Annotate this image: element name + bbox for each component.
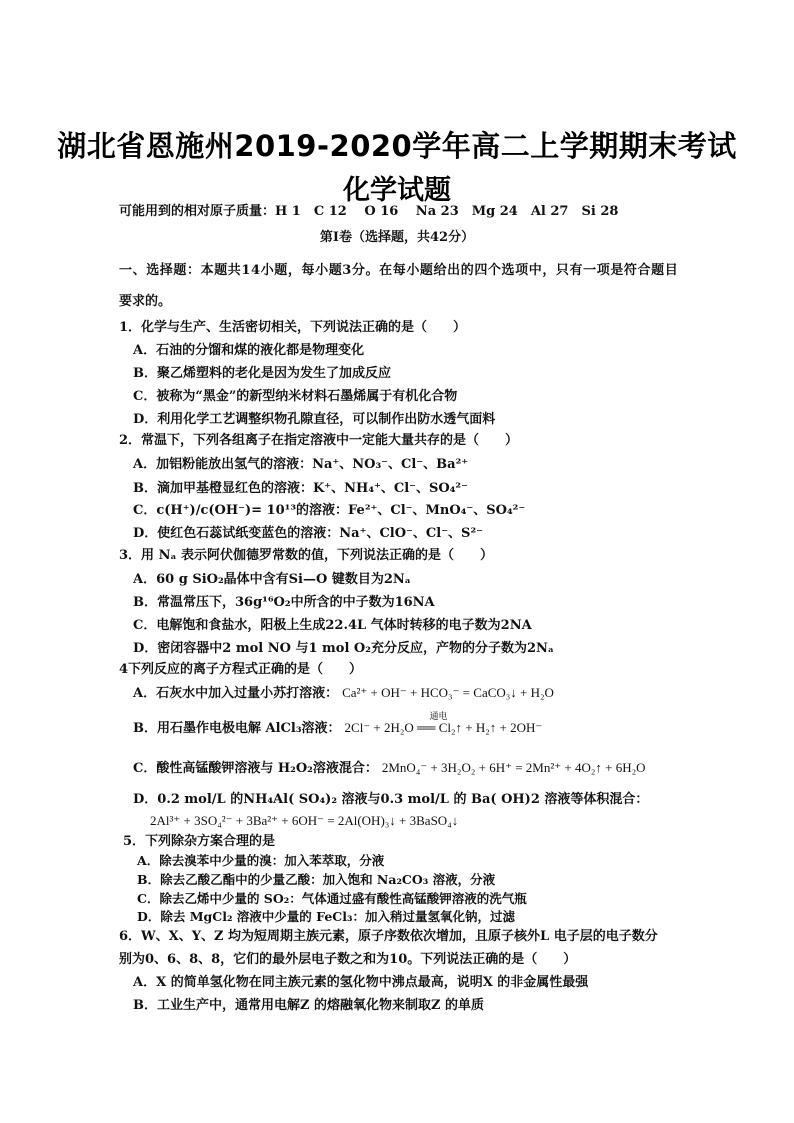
q3-option-d: D．密闭容器中2 mol NO 与1 mol O₂充分反应，产物的分子数为2Nₐ [133, 641, 554, 656]
q4-stem: 4下列反应的离子方程式正确的是（ ） [119, 662, 363, 677]
q3-option-c: C．电解饱和食盐水，阳极上生成22.4L 气体时转移的电子数为2NA [133, 618, 532, 633]
q2-option-d: D．使红色石蕊试纸变蓝色的溶液：Na⁺、ClO⁻、Cl⁻、S²⁻ [133, 526, 484, 541]
q6-stem-line-2: 别为0、6、8、8，它们的最外层电子数之和为10。下列说法正确的是（ ） [119, 952, 577, 967]
q5-option-b: B．除去乙酸乙酯中的少量乙酸：加入饱和 Na₂CO₃ 溶液，分液 [137, 872, 496, 887]
q4-option-a [133, 684, 554, 703]
q2-option-c: C．c(H⁺)/c(OH⁻)= 10¹³的溶液：Fe²⁺、Cl⁻、MnO₄⁻、SO₄²⁻ [133, 503, 526, 518]
q2-option-b: B．滴加甲基橙显红色的溶液：K⁺、NH₄⁺、Cl⁻、SO₄²⁻ [133, 481, 468, 496]
q4-option-d-equation-line [150, 812, 458, 831]
q4-option-b [133, 711, 543, 738]
q4-option-b-equation-text: 2Cl⁻ + 2H₂O ══ Cl₂↑ + H₂↑ + 2OH⁻ [344, 720, 543, 735]
q2-option-a: A．加铝粉能放出氢气的溶液：Na⁺、NO₃⁻、Cl⁻、Ba²⁺ [133, 457, 469, 472]
q4-option-a-equation: Ca²⁺ + OH⁻ + HCO₃⁻ = CaCO₃↓ + H₂O [342, 685, 554, 700]
q6-option-b: B．工业生产中，通常用电解Z 的熔融氧化物来制取Z 的单质 [133, 998, 485, 1013]
q4-option-d: D．0.2 mol/L 的NH₄Al( SO₄)₂ 溶液与0.3 mol/L 的 Ba( OH)2 溶液等体积混合： [133, 792, 649, 807]
q1-stem: 1．化学与生产、生活密切相关，下列说法正确的是（ ） [119, 320, 467, 335]
q5-option-c: C．除去乙烯中少量的 SO₂：气体通过盛有酸性高锰酸钾溶液的洗气瓶 [137, 891, 527, 906]
atomic-masses: 可能用到的相对原子质量：H 1 C 12 O 16 Na 23 Mg 24 Al 27 Si 28 [119, 204, 619, 219]
instructions-line-2: 要求的。 [119, 294, 172, 309]
q6-option-a: A．X 的简单氢化物在同主族元素的氢化物中沸点最高，说明X 的非金属性最强 [133, 975, 589, 990]
volume-heading: 第Ⅰ卷（选择题，共42分） [319, 230, 475, 245]
q4-option-b-equation [344, 711, 543, 737]
q6-stem-line-1: 6．W、X、Y、Z 均为短周期主族元素，原子序数依次增加，且原子核外L 电子层的电子数分 [119, 929, 658, 944]
q2-stem: 2．常温下，下列各组离子在指定溶液中一定能大量共存的是（ ） [119, 433, 519, 448]
q3-option-a: A．60 g SiO₂晶体中含有Si—O 键数目为2Nₐ [133, 572, 411, 587]
exam-subtitle: 化学试题 [343, 175, 451, 206]
q4-option-c-text: C．酸性高锰酸钾溶液与 H₂O₂溶液混合： [133, 761, 378, 776]
q5-option-a: A．除去溴苯中少量的溴：加入苯萃取，分液 [137, 853, 385, 868]
q4-option-b-condition: 通电 [429, 711, 448, 721]
exam-title: 湖北省恩施州2019-2020学年高二上学期期末考试 [57, 129, 737, 163]
q4-option-a-text: A．石灰水中加入过量小苏打溶液： [133, 686, 339, 701]
q3-stem: 3．用 Nₐ 表示阿伏伽德罗常数的值，下列说法正确的是（ ） [119, 548, 494, 563]
q5-stem: 5．下列除杂方案合理的是 [123, 834, 276, 849]
q1-option-c: C．被称为“黑金”的新型纳米材料石墨烯属于有机化合物 [133, 389, 458, 404]
q1-option-b: B．聚乙烯塑料的老化是因为发生了加成反应 [133, 366, 391, 381]
q4-option-b-text: B．用石墨作电极电解 AlCl₃溶液： [133, 721, 341, 736]
q4-option-c-equation: 2MnO₄⁻ + 3H₂O₂ + 6H⁺ = 2Mn²⁺ + 4O₂↑ + 6H₂O [381, 760, 646, 775]
q5-option-d: D．除去 MgCl₂ 溶液中少量的 FeCl₃：加入稍过量氢氧化钠，过滤 [137, 909, 515, 924]
instructions-line-1: 一、选择题：本题共14小题，每小题3分。在每小题给出的四个选项中，只有一项是符合题目 [119, 263, 679, 278]
q1-option-a: A．石油的分馏和煤的液化都是物理变化 [133, 343, 365, 358]
q3-option-b: B．常温常压下，36g¹⁶O₂中所含的中子数为16NA [133, 595, 435, 610]
q4-option-d-equation: 2Al³⁺ + 3SO₄²⁻ + 3Ba²⁺ + 6OH⁻ = 2Al(OH)₃↓ + 3BaSO₄↓ [150, 813, 459, 828]
q1-option-d: D．利用化学工艺调整织物孔隙直径，可以制作出防水透气面料 [133, 412, 496, 427]
q4-option-c [133, 759, 646, 778]
